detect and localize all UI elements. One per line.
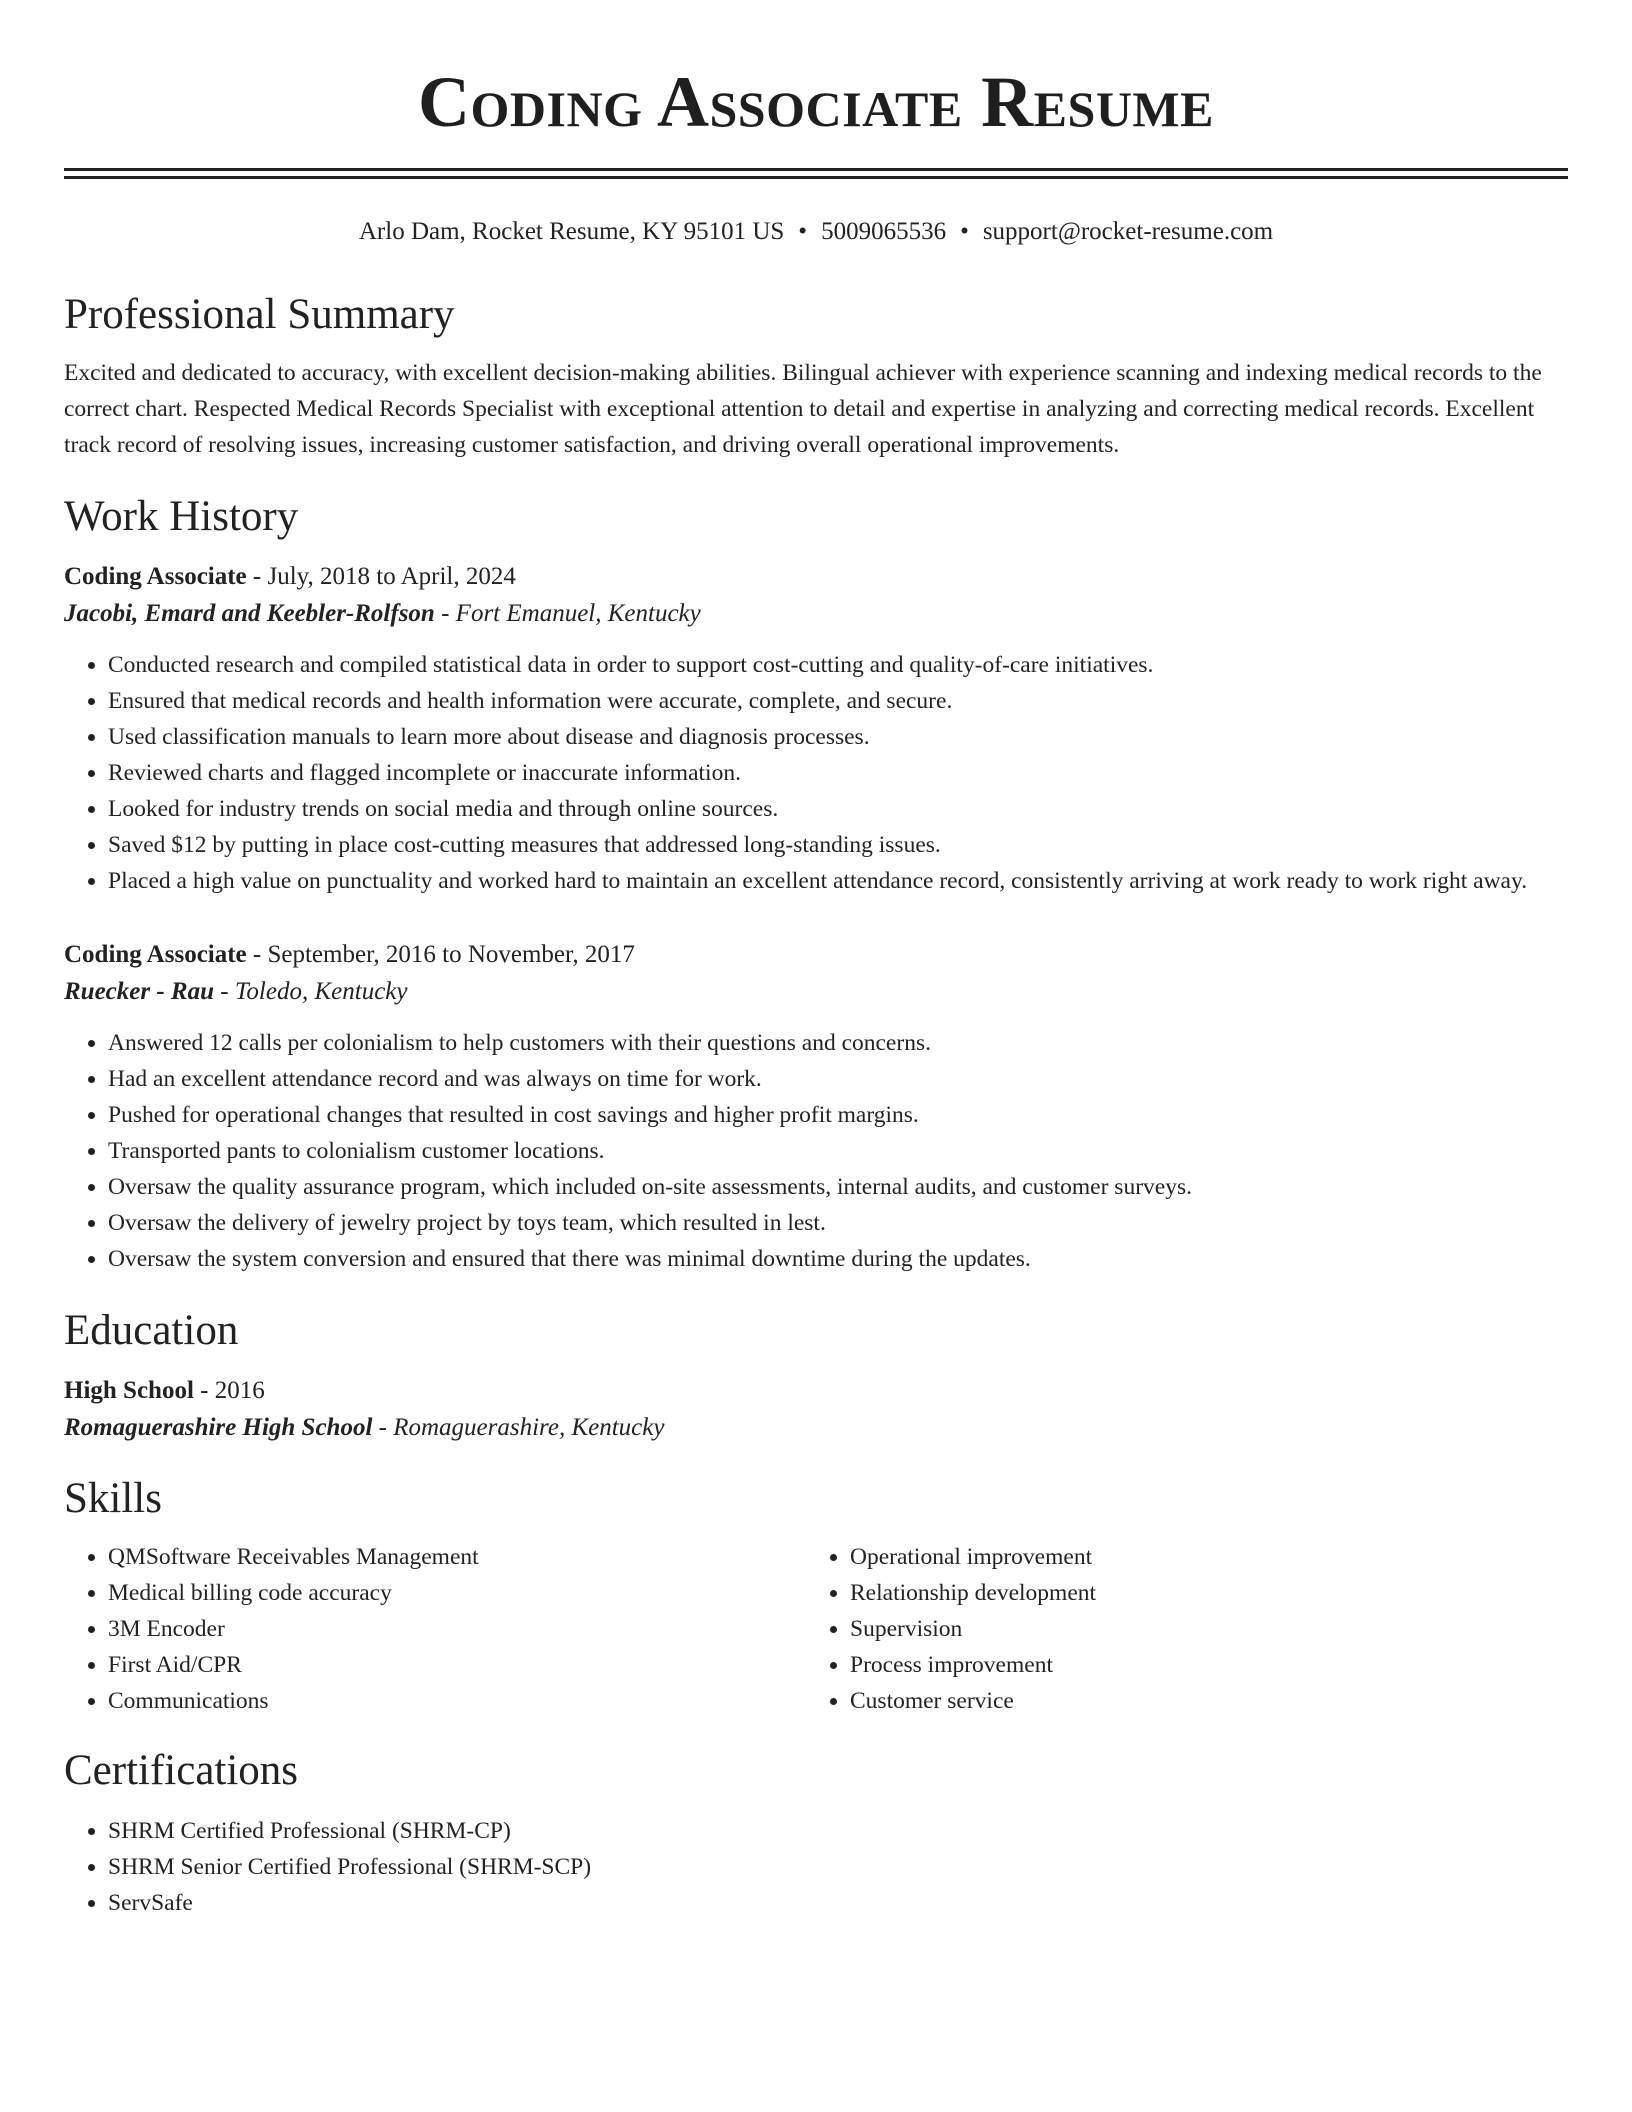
job-bullets: [64, 647, 1568, 899]
resume-title: Coding Associate Resume: [418, 62, 1214, 142]
list-item: • ServSafe: [108, 1885, 1568, 1921]
contact-separator: •: [798, 218, 808, 245]
job-title: Coding Associate: [64, 941, 247, 968]
education-degree-line: [64, 1373, 1568, 1409]
contact-line: [64, 215, 1568, 249]
summary-text: Excited and dedicated to accuracy, with excellent decision-making abilities. Bilingual achiever with experience scanning and indexing medical records to the correct chart. Respected Medical Records Specialist with exceptional attention to detail and expertise in analyzing and correcting medical records. Excellent track record of resolving issues, increasing customer satisfaction, and driving overall operational improvements.: [64, 360, 1542, 458]
list-item: • Medical billing code accuracy: [108, 1575, 806, 1611]
skills-list-right: [806, 1539, 1548, 1719]
list-item: • Placed a high value on punctuality and worked hard to maintain an excellent attendance record, consistently arriving at work ready to work right away.: [108, 863, 1568, 899]
list-item: • Relationship development: [850, 1575, 1548, 1611]
list-item: • Reviewed charts and flagged incomplete or inaccurate information.: [108, 755, 1568, 791]
list-item: • Oversaw the delivery of jewelry project by toys team, which resulted in lest.: [108, 1205, 1568, 1241]
list-item: • Operational improvement: [850, 1539, 1548, 1575]
list-item: • Answered 12 calls per colonialism to help customers with their questions and concerns.: [108, 1025, 1568, 1061]
list-item: • 3M Encoder: [108, 1611, 806, 1647]
education-year: - 2016: [193, 1377, 265, 1404]
skills-columns: [64, 1539, 1568, 1719]
job-title: Coding Associate: [64, 563, 247, 590]
contact-separator: •: [960, 218, 969, 245]
work-history-heading: Work History: [64, 493, 299, 540]
education-school-line: [64, 1409, 1568, 1447]
certifications-list: [64, 1813, 1568, 1921]
list-item: • Used classification manuals to learn more about disease and diagnosis processes.: [108, 719, 1568, 755]
contact-address: Arlo Dam, Rocket Resume, KY 95101 US: [358, 218, 785, 245]
education-degree: High School: [64, 1377, 194, 1404]
education-school: Romaguerashire High School: [64, 1414, 373, 1441]
list-item: • SHRM Certified Professional (SHRM-CP): [108, 1813, 1568, 1849]
list-item: • Looked for industry trends on social media and through online sources.: [108, 791, 1568, 827]
list-item: • Ensured that medical records and health information were accurate, complete, and secure.: [108, 683, 1568, 719]
job-company-line: [64, 973, 1568, 1011]
list-item: • Had an excellent attendance record and was always on time for work.: [108, 1061, 1568, 1097]
contact-email: support@rocket-resume.com: [982, 218, 1274, 245]
list-item: • Process improvement: [850, 1647, 1548, 1683]
summary-heading: Professional Summary: [64, 291, 455, 338]
job-title-line: [64, 559, 1568, 595]
certifications-heading: Certifications: [64, 1747, 299, 1794]
list-item: • SHRM Senior Certified Professional (SHRM-SCP): [108, 1849, 1568, 1885]
education-heading: Education: [64, 1307, 239, 1354]
list-item: • Conducted research and compiled statistical data in order to support cost-cutting and quality-of-care initiatives.: [108, 647, 1568, 683]
title-double-rule: [64, 168, 1568, 179]
job-bullets: [64, 1025, 1568, 1277]
job-entry: [64, 559, 1568, 899]
list-item: • Transported pants to colonialism customer locations.: [108, 1133, 1568, 1169]
list-item: • Customer service: [850, 1683, 1548, 1719]
list-item: • Pushed for operational changes that resulted in cost savings and higher profit margins.: [108, 1097, 1568, 1133]
list-item: • Oversaw the quality assurance program, which included on-site assessments, internal audits, and customer surveys.: [108, 1169, 1568, 1205]
list-item: • First Aid/CPR: [108, 1647, 806, 1683]
skills-list-left: [64, 1539, 806, 1719]
job-entry: [64, 937, 1568, 1277]
job-title-line: [64, 937, 1568, 973]
education-location: - Romaguerashire, Kentucky: [372, 1414, 665, 1441]
job-company-line: [64, 595, 1568, 633]
job-dates: - September, 2016 to November, 2017: [246, 941, 635, 968]
list-item: • Communications: [108, 1683, 806, 1719]
job-company: Ruecker - Rau: [64, 978, 214, 1005]
list-item: • Supervision: [850, 1611, 1548, 1647]
job-location: - Fort Emanuel, Kentucky: [434, 600, 701, 627]
job-dates: - July, 2018 to April, 2024: [246, 563, 516, 590]
job-company: Jacobi, Emard and Keebler-Rolfson: [64, 600, 435, 627]
list-item: • QMSoftware Receivables Management: [108, 1539, 806, 1575]
job-location: - Toledo, Kentucky: [214, 978, 408, 1005]
contact-phone: 5009065536: [821, 218, 947, 245]
skills-heading: Skills: [64, 1475, 162, 1522]
list-item: • Saved $12 by putting in place cost-cutting measures that addressed long-standing issues.: [108, 827, 1568, 863]
list-item: • Oversaw the system conversion and ensured that there was minimal downtime during the updates.: [108, 1241, 1568, 1277]
